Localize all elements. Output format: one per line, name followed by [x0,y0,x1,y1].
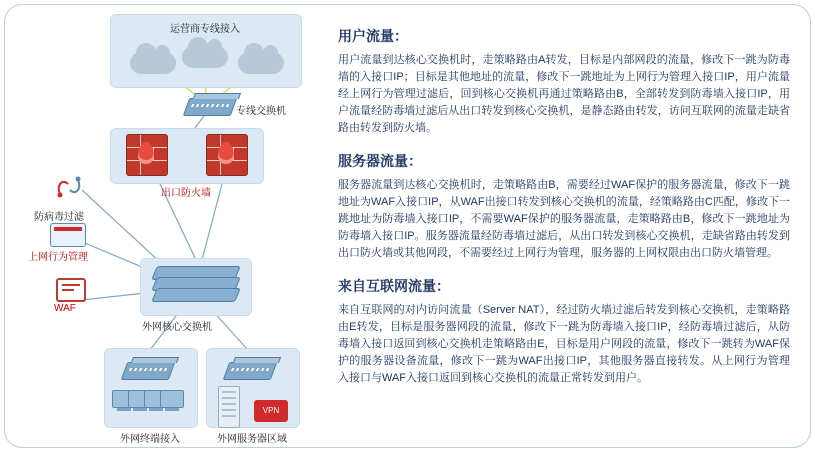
section-title-server-traffic: 服务器流量： [338,153,422,169]
server-rack-icon [218,386,240,428]
firewall-icon-left [126,134,168,176]
behavior-mgmt-label: 上网行为管理 [28,252,88,263]
behavior-mgmt-icon [50,223,86,247]
section-body-server-traffic: 服务器流量到达核心交换机时，走策略路由B，需要经过WAF保护的服务器流量，修改下一跳地址为WAF入接口IP，从WAF出接口转发到核心交换机的流量，经策略路由C匹配，修改下一跳地址为防毒墙入接口IP，不需要WAF保护的服务器流量，走策略路由B，修改下一跳地址为防毒墙入接口IP。服务器流量经防毒墙过滤后，从出口转发到核心交换机，走缺省路由转发到出口防火墙或其他网段，不需要经过上网行为管理，服务器的上网权限由出口防火墙管理。 [338,179,790,259]
server-area-label: 外网服务器区域 [217,434,287,445]
vpn-icon: VPN [254,400,288,422]
core-switch-label: 外网核心交换机 [142,322,212,333]
waf-icon [56,278,86,302]
terminal-area-label: 外网终端接入 [120,434,180,445]
section-body-user-traffic: 用户流量到达核心交换机时，走策略路由A转发，目标是内部网段的流量，修改下一跳为防毒墙的入接口IP；目标是其他地址的流量，修改下一跳地址为上网行为管理入接口IP，用户流量经上网行为管理过滤后，回到核心交换机再通过策略路由B，全部转发到防毒墙入接口IP，用户流量经防毒墙过滤后从出口转发到核心交换机，是静态路由转发，访问互联网的流量走缺省路由转发到防火墙。 [338,54,790,134]
server-switch-icon [223,362,278,380]
isp-cloud-2 [182,46,228,68]
explanation-panel [338,26,790,401]
terminal-pc-4 [160,390,184,408]
exit-firewall-label: 出口防火墙 [161,188,211,199]
network-diagram [10,8,330,444]
firewall-icon-right [206,134,248,176]
section-title-user-traffic: 用户流量： [338,28,408,44]
section-title-internet-traffic: 来自互联网流量： [338,278,450,294]
core-switch-icon [154,266,238,306]
isp-cloud-3 [238,52,284,74]
terminal-switch-icon [121,362,176,380]
dedicated-switch-label: 专线交换机 [236,106,286,117]
dedicated-switch-icon [183,98,238,116]
isp-cloud-1 [130,52,176,74]
isp-access-label: 运营商专线接入 [170,24,240,35]
antivirus-label: 防病毒过滤 [34,212,84,223]
waf-label: WAF [54,303,76,314]
antivirus-icon [54,174,84,200]
section-body-internet-traffic: 来自互联网的对内访问流量（Server NAT），经过防火墙过滤后转发到核心交换机，走策略路由E转发，目标是服务器网段的流量，修改下一跳为防毒墙入接口IP，经防毒墙过滤后，从防毒墙入接口返回到核心交换机走策略路由E，目标是用户网段的流量，修改下一跳转为WAF保护的服务器设备流量，修改下一跳为WAF出接口IP，其他服务器直接转发。从上网行为管理入接口与WAF入接口返回到核心交换机的流量正常转发到用户。 [338,304,790,384]
